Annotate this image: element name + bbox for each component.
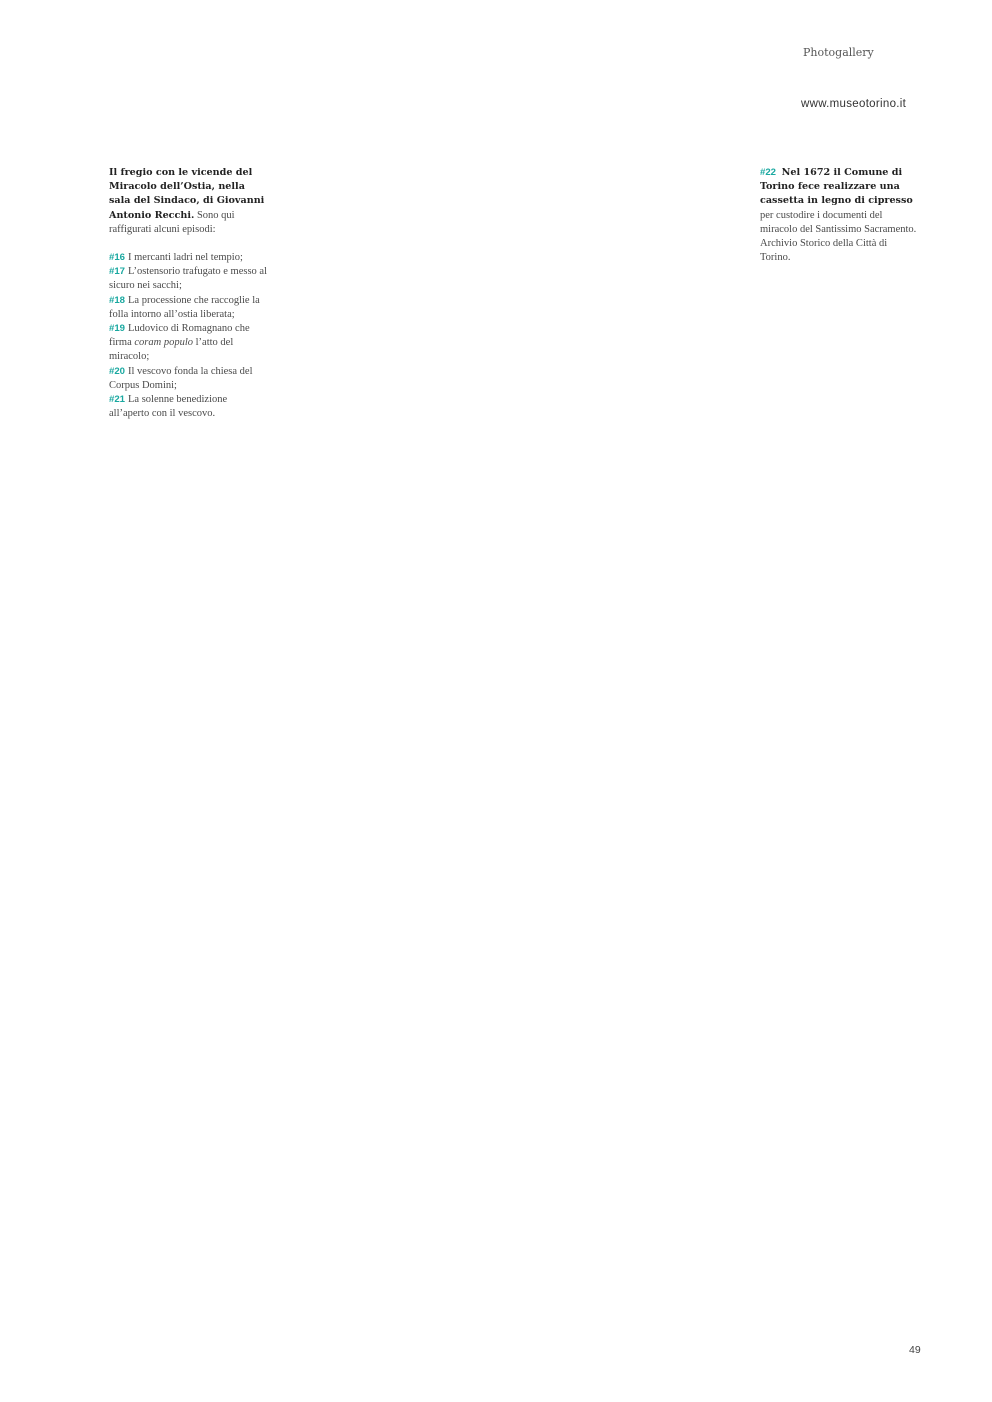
episode-number: #19 <box>109 323 126 335</box>
episode-item <box>109 365 269 393</box>
episode-text: Ludovico di Romagnano che firma <box>109 323 250 349</box>
left-caption-intro-bold: Il fregio con le vicende del Miracolo dell’Ostia, nella sala del Sindaco, di Giovanni Antonio Recchi. <box>109 167 265 221</box>
episode-number: #18 <box>109 294 126 306</box>
episode-item <box>109 322 269 365</box>
episode-text: I mercanti ladri nel tempio; <box>128 252 243 264</box>
episode-item <box>109 294 269 322</box>
episode-number: #21 <box>109 394 126 406</box>
photo-number: #22 <box>760 167 777 178</box>
episode-text-italic: coram populo <box>134 337 193 349</box>
episode-item <box>109 393 269 421</box>
left-caption <box>109 166 269 421</box>
episode-text: La processione che raccoglie la folla intorno all’ostia liberata; <box>109 294 260 320</box>
section-title: Photogallery <box>803 46 874 59</box>
episode-text: Il vescovo fonda la chiesa del Corpus Domini; <box>109 365 253 391</box>
episode-text: l’atto del miracolo; <box>109 337 234 363</box>
page-number: 49 <box>909 1344 921 1356</box>
episode-number: #20 <box>109 365 126 377</box>
left-caption-intro: Sono qui raffigurati alcuni episodi: <box>109 209 235 235</box>
right-caption-bold: Nel 1672 il Comune di Torino fece realizzare una cassetta in legno di cipresso <box>760 167 913 207</box>
episode-text: La solenne benedizione all’aperto con il vescovo. <box>109 394 228 420</box>
episode-text: L’ostensorio trafugato e messo al sicuro nei sacchi; <box>109 266 268 292</box>
episode-item <box>109 265 269 293</box>
right-caption <box>760 166 920 265</box>
episode-number: #17 <box>109 266 126 278</box>
episode-item <box>109 251 269 265</box>
website-url: www.museotorino.it <box>801 98 907 110</box>
episode-number: #16 <box>109 252 126 264</box>
right-caption-text: per custodire i documenti del miracolo del Santissimo Sacramento. Archivio Storico della Città di Torino. <box>760 209 917 264</box>
